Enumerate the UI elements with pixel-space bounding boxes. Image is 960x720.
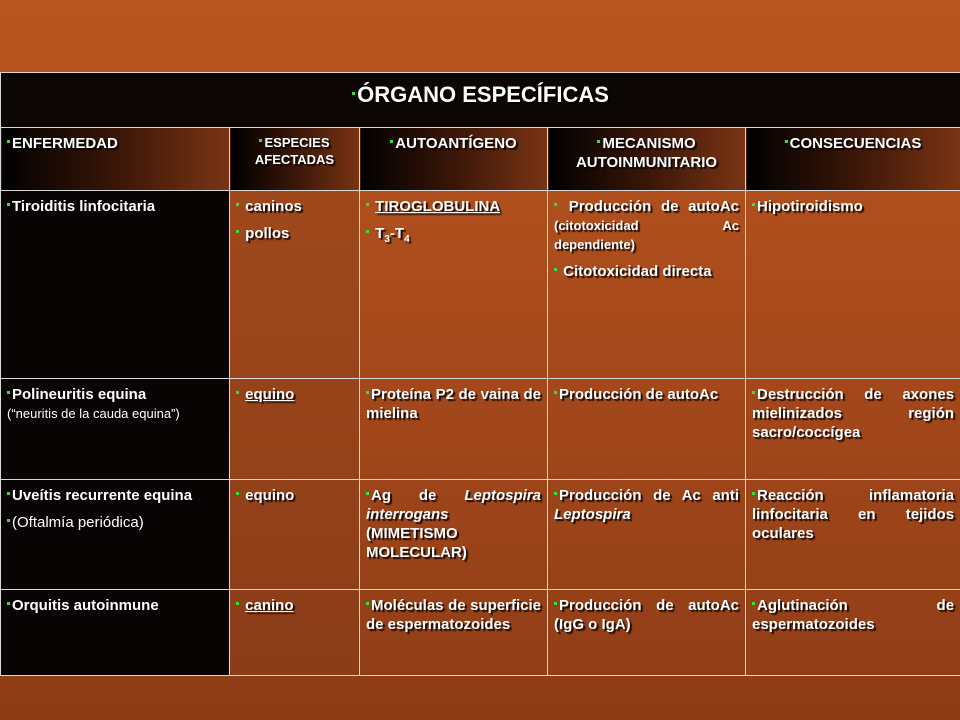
bullet-icon [7, 203, 10, 206]
consecuencias-text: Destrucción de axones mielinizados región sacro/coccígea [752, 386, 955, 441]
bullet-icon [352, 92, 355, 95]
especie-text: pollos [245, 225, 290, 242]
mecanismo-text: Producción de autoAc [568, 198, 739, 215]
cell-consecuencias [746, 379, 960, 480]
especie-text: caninos [245, 198, 302, 215]
cell-enfermedad [1, 191, 230, 379]
table-row [1, 590, 960, 676]
cell-consecuencias [746, 191, 960, 379]
mecanismo-text-a: Producción de Ac anti [559, 487, 739, 504]
bullet-icon [554, 203, 557, 206]
header-mecanismo [548, 128, 746, 191]
bullet-icon [7, 519, 10, 522]
bullet-icon [7, 391, 10, 394]
especie-text: canino [245, 597, 294, 614]
cell-especies [230, 191, 360, 379]
mecanismo-text-2: Citotoxicidad directa [563, 263, 712, 280]
table-title-text: ÓRGANO ESPECÍFICAS [357, 82, 609, 107]
especie-text: equino [245, 487, 295, 504]
cell-mecanismo [548, 379, 746, 480]
header-mecanismo-line1: MECANISMO [602, 135, 696, 152]
table-title [1, 73, 960, 128]
enfermedad-text: Orquitis autoinmune [12, 597, 159, 614]
cell-autoantigeno [360, 590, 548, 676]
table-row [1, 191, 960, 379]
cell-especies [230, 480, 360, 590]
bullet-icon [554, 492, 557, 495]
mecanismo-text: Producción de autoAc (IgG o IgA) [554, 597, 739, 633]
mecanismo-text: Producción de autoAc [559, 386, 719, 403]
autoantigeno-text-a: Ag de [371, 487, 465, 504]
bullet-icon [236, 492, 239, 495]
hormone-sub-3: 3 [384, 234, 390, 245]
hormone-t2: -T [389, 225, 405, 242]
bullet-icon [259, 139, 262, 142]
bullet-icon [236, 391, 239, 394]
table-row [1, 379, 960, 480]
header-especies-line1: ESPECIES [264, 135, 330, 150]
header-autoantigeno-text: AUTOANTÍGENO [395, 135, 517, 152]
consecuencias-text: Hipotiroidismo [757, 198, 863, 215]
cell-especies [230, 379, 360, 480]
cell-consecuencias [746, 480, 960, 590]
header-row [1, 128, 960, 191]
hormone-t: T [375, 225, 385, 242]
header-mecanismo-line2: AUTOINMUNITARIO [575, 154, 718, 171]
bullet-icon [752, 203, 755, 206]
cell-enfermedad [1, 590, 230, 676]
title-row [1, 73, 960, 128]
consecuencias-text: Aglutinación de espermatozoides [752, 597, 955, 633]
cell-autoantigeno [360, 379, 548, 480]
list-item [236, 224, 353, 243]
hormone-sub-4: 4 [404, 234, 410, 245]
organ-specific-table [0, 72, 960, 676]
list-item [554, 262, 739, 281]
bullet-icon [366, 492, 369, 495]
autoantigeno-text-b: (MIMETISMO MOLECULAR) [366, 525, 467, 561]
mecanismo-note: (citotoxicidad Ac dependiente) [554, 218, 739, 252]
header-especies-line2: AFECTADAS [254, 152, 335, 167]
bullet-icon [7, 602, 10, 605]
enfermedad-note: (“neuritis de la cauda equina”) [7, 406, 180, 421]
cell-autoantigeno [360, 480, 548, 590]
bullet-icon [236, 602, 239, 605]
bullet-icon [554, 602, 557, 605]
autoantigeno-text: TIROGLOBULINA [375, 198, 501, 215]
enfermedad-note: (Oftalmía periódica) [12, 514, 144, 531]
especie-text: equino [245, 386, 295, 403]
list-item [554, 197, 739, 254]
cell-enfermedad [1, 480, 230, 590]
header-autoantigeno [360, 128, 548, 191]
header-consecuencias-text: CONSECUENCIAS [789, 135, 922, 152]
bullet-icon [554, 268, 557, 271]
consecuencias-text: Reacción inflamatoria linfocitaria en tejidos oculares [752, 487, 955, 542]
list-item [236, 197, 353, 216]
enfermedad-text: Tiroiditis linfocitaria [12, 198, 156, 215]
enfermedad-text: Uveítis recurrente equina [12, 487, 193, 504]
bullet-icon [785, 140, 788, 143]
list-item [366, 224, 541, 249]
bullet-icon [390, 140, 393, 143]
autoantigeno-italic: Leptospira interrogans [366, 487, 541, 523]
cell-autoantigeno [360, 191, 548, 379]
header-enfermedad [1, 128, 230, 191]
bullet-icon [236, 203, 239, 206]
enfermedad-text: Polineuritis equina [12, 386, 147, 403]
bullet-icon [366, 203, 369, 206]
list-item [7, 513, 223, 532]
autoantigeno-text: Proteína P2 de vaina de mielina [366, 386, 541, 422]
mecanismo-italic: Leptospira [554, 506, 631, 523]
cell-enfermedad [1, 379, 230, 480]
cell-especies [230, 590, 360, 676]
header-enfermedad-text: ENFERMEDAD [12, 135, 118, 152]
cell-mecanismo [548, 480, 746, 590]
bullet-icon [366, 391, 369, 394]
table-row [1, 480, 960, 590]
bullet-icon [554, 391, 557, 394]
bullet-icon [366, 230, 369, 233]
header-especies [230, 128, 360, 191]
bullet-icon [752, 492, 755, 495]
cell-mecanismo [548, 191, 746, 379]
list-item [366, 197, 541, 216]
bullet-icon [7, 492, 10, 495]
list-item [7, 486, 223, 505]
bullet-icon [236, 230, 239, 233]
header-consecuencias [746, 128, 960, 191]
bullet-icon [597, 140, 600, 143]
cell-consecuencias [746, 590, 960, 676]
autoantigeno-text: Moléculas de superficie de espermatozoides [366, 597, 541, 633]
bullet-icon [752, 391, 755, 394]
bullet-icon [366, 602, 369, 605]
bullet-icon [752, 602, 755, 605]
cell-mecanismo [548, 590, 746, 676]
bullet-icon [7, 140, 10, 143]
